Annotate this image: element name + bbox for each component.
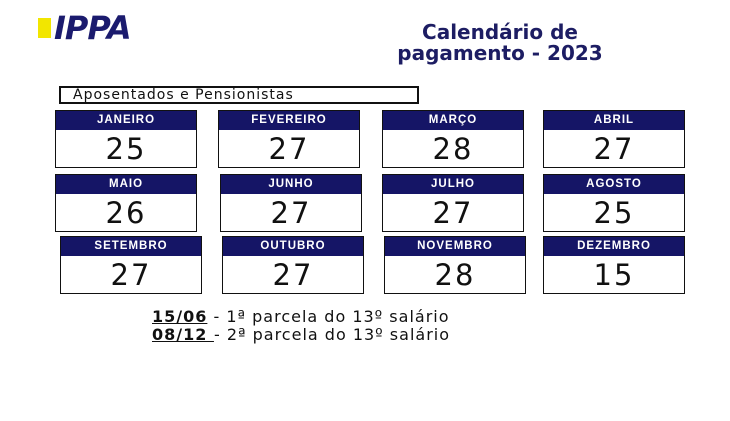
month-card-fevereiro [218,110,360,168]
month-name: FEVEREIRO [219,111,359,130]
title-line-1: Calendário de [422,20,578,44]
payment-day: 27 [270,196,312,230]
logo-yellow-bar [38,18,51,38]
month-card-setembro [60,236,202,294]
month-card-agosto [543,174,685,232]
note-text: - 1ª parcela do 13º salário [207,307,450,326]
month-name: DEZEMBRO [544,237,684,256]
logo-text: IPPA [54,9,131,47]
month-name: JULHO [383,175,523,194]
month-name: OUTUBRO [223,237,363,256]
payment-day: 27 [110,258,152,292]
note-second-installment [152,325,450,344]
payment-day: 27 [272,258,314,292]
payment-day: 25 [105,132,147,166]
month-name: JANEIRO [56,111,196,130]
month-card-julho [382,174,524,232]
month-name: SETEMBRO [61,237,201,256]
month-name: NOVEMBRO [385,237,525,256]
payment-day: 26 [105,196,147,230]
month-name: AGOSTO [544,175,684,194]
note-text: - 2ª parcela do 13º salário [213,325,450,344]
month-name: ABRIL [544,111,684,130]
note-date: 08/12 [152,325,214,344]
payment-day: 28 [434,258,476,292]
month-card-novembro [384,236,526,294]
month-name: JUNHO [221,175,361,194]
note-date: 15/06 [152,307,208,326]
month-card-janeiro [55,110,197,168]
month-card-junho [220,174,362,232]
payment-day: 15 [593,258,635,292]
category-label: Aposentados e Pensionistas [59,86,419,104]
month-card-abril [543,110,685,168]
payment-day: 25 [593,196,635,230]
month-card-marco [382,110,524,168]
payment-day: 27 [268,132,310,166]
month-card-maio [55,174,197,232]
ippa-logo [38,9,218,47]
payment-day: 27 [593,132,635,166]
payment-day: 28 [432,132,474,166]
title-line-2: pagamento - 2023 [397,41,603,65]
page-title [340,22,660,64]
payment-day: 27 [432,196,474,230]
month-card-outubro [222,236,364,294]
month-name: MARÇO [383,111,523,130]
note-first-installment [152,307,450,326]
month-card-dezembro [543,236,685,294]
month-name: MAIO [56,175,196,194]
